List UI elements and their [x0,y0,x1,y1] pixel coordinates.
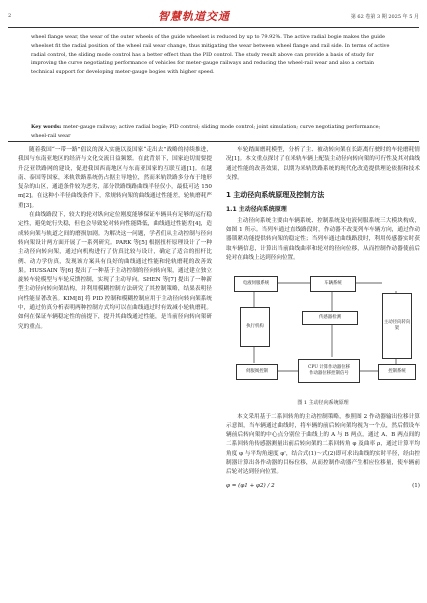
right-column [226,146,420,491]
vehicle-system-box: 车辆系统 [310,276,356,292]
page-number: 2 [8,13,12,19]
subsection-heading-1-1: 1.1 主动径向系统原理 [226,206,287,214]
section-heading-1: 1 主动径向系统原理及控制方法 [226,191,325,200]
page-header [8,0,419,30]
control-strategy-paragraph: 本文采用基于二系回转角的主动控制策略，参照图 2 作动器输出位移计算示意图，当车辆通过曲线时，将车辆的前后转向架均视为一个点，然后假设车辆前后转向架的中心点分别位于曲线上的 A 与 B 两点，通过 A、B 两点间的二系回转角传感器测量出前后转向架的二系回转角 φ 及曲率 ρ，通过计算平均角度 φ 与平均角速度 φ'，结合式(1)～式(2)即可求出曲线的实时半径，经由控制器计算出各作动器的目标位移，从而控制作动器产生相应位移量，使车辆前后轮对达到径向位置。 [226,413,420,476]
control-system-box: 控制系统 [378,364,416,380]
actuator-box: 执行机构 [240,307,270,347]
figure-1-caption: 图 1 主动径向系统原理 [297,400,349,407]
english-keywords [31,123,396,141]
keywords-text: meter-gauge railway; active radial bogie; PID control; sliding mode control; joint simulation; curve negotiating performance; wheel-rail wear [31,124,381,139]
servo-valve-box: 伺服阀控制 [236,364,278,380]
intro-paragraph-1: 随着我国“一带一路”倡议的深入实施以及国家“走出去”战略的持续推进，我国与东南亚地区的经济与文化交流日益频繁。在此背景下，国家迫切需要提升泛亚铁路网的建设，促进我国西南地区与东南亚国家的互联互通[1]。在越南、泰国等国家，米轨铁路系统仍占据主导地位，然而米轨铁路多分布于地形复杂的山区，通道条件较为恶劣，部分铁路线路曲线半径仅小，最低可达 150 m[2]。在这种小半径曲线条件下，常规转向架的曲线通过性能差，轮轨磨耗严重[3]。 [18,147,212,209]
equation-1 [226,482,420,491]
system-principle-paragraph: 主动径向系统主要由车辆系统、控制系统及电液伺服系统三大模块构成，如图 1 所示。当列车通过直线路段时，作动器不改变列车车辆方向，通过作动器锁紧功能提供转向架的稳定性；当列车通过曲线路段时，利用传感器实时获取车辆信息，计算出当前曲线曲率和轮对的径向位移，从而控制作动器使前后轮对在曲线上达到径向位置。 [226,217,420,261]
active-bogie-box: 主动径向转向架 [382,293,412,359]
figure-1-diagram [232,267,416,397]
intro-paragraph-3: 车轮踏面磨耗模型，分析了主、被动转向架在长距离行驶时的车轮磨耗情况[1]。本文重点探讨了在米轨车辆上配装主动径向转向架的可行性及其对曲线通过性能的改善效果，以期为米轨铁路系统的现代化改造提供理论依据和技术支撑。 [226,147,420,181]
left-column [18,146,212,332]
equation-1-formula: φ = (φ1 + φ2) / 2 [226,482,275,489]
journal-title: 智慧轨道交通 [158,10,230,23]
issue-info: 第 62 卷第 3 期 2025 年 5 月 [350,14,419,20]
abstract-rule [8,141,419,142]
intro-paragraph-2: 在曲线路段下，较大的轮对纵向定位刚度能够保证车辆具有足够的运行稳定性，避免蛇行失稳，但也会导致轮对转向性能降低，曲线通过性能差[4]，造成转向架与轨道之间的磨损加剧。为解决这一问题，学者们从主动控制与径向转向架设计两方面开展了一系列研究。PARK 等[5] 根据扭杆原理设计了一种主动径向转向架，通过向机构进行了仿真比较与设计，确定了适合的扭杆比例、动力学仿真，发现该方案具有良好的曲线通过性能和轮轨磨耗的改善效果。HUSSAIN 等[6] 提出了一种基于主动控制的径向转向架，通过建立独立旋转车轮模型与车轮反馈控制，实现了主动导向。SHEN 等[7] 提出了一种新型主动径向转向架结构，并利用模糊控制方法研究了其控制策略，结果表明径向性能显著改善。KIM[8] 将 PID 控制和模糊控制应用于主动径向转向架系统中，通过仿真分析表明两种控制方式均可以在曲线通过时有效减小轮轨磨耗。如何在保证车辆稳定性的前提下，提升其曲线通过性能，是当前径向转向架研究的重点。 [18,212,212,330]
keywords-label: Key words: [31,124,62,130]
servo-system-box: 电液伺服系统 [234,276,278,292]
english-abstract: wheel flange wear, the wear of the outer wheels of the guide wheelset is reduced by up to 79.92%. The active radial bogie makes the guide wheelset fit the radial position of the wheel rail wear change, thus mitigating the wear between wheel flange and rail side. In terms of active radial control, the sliding mode control has a better effect than the PID control. The study result above can provide a basis of study for improving the curve negotiating performance of vehicles for meter-gauge railways and reducing the wheel-rail wear and also a certain technical support for developing meter-gauge bogies with higher speed. [31,34,390,76]
header-rule [8,27,419,28]
cpu-compute-box: CPU 计算作动器位移 作动器位移控制信号 [298,359,360,383]
sensor-box: 传感器检测 [302,311,358,325]
equation-1-number: (1) [412,482,420,489]
